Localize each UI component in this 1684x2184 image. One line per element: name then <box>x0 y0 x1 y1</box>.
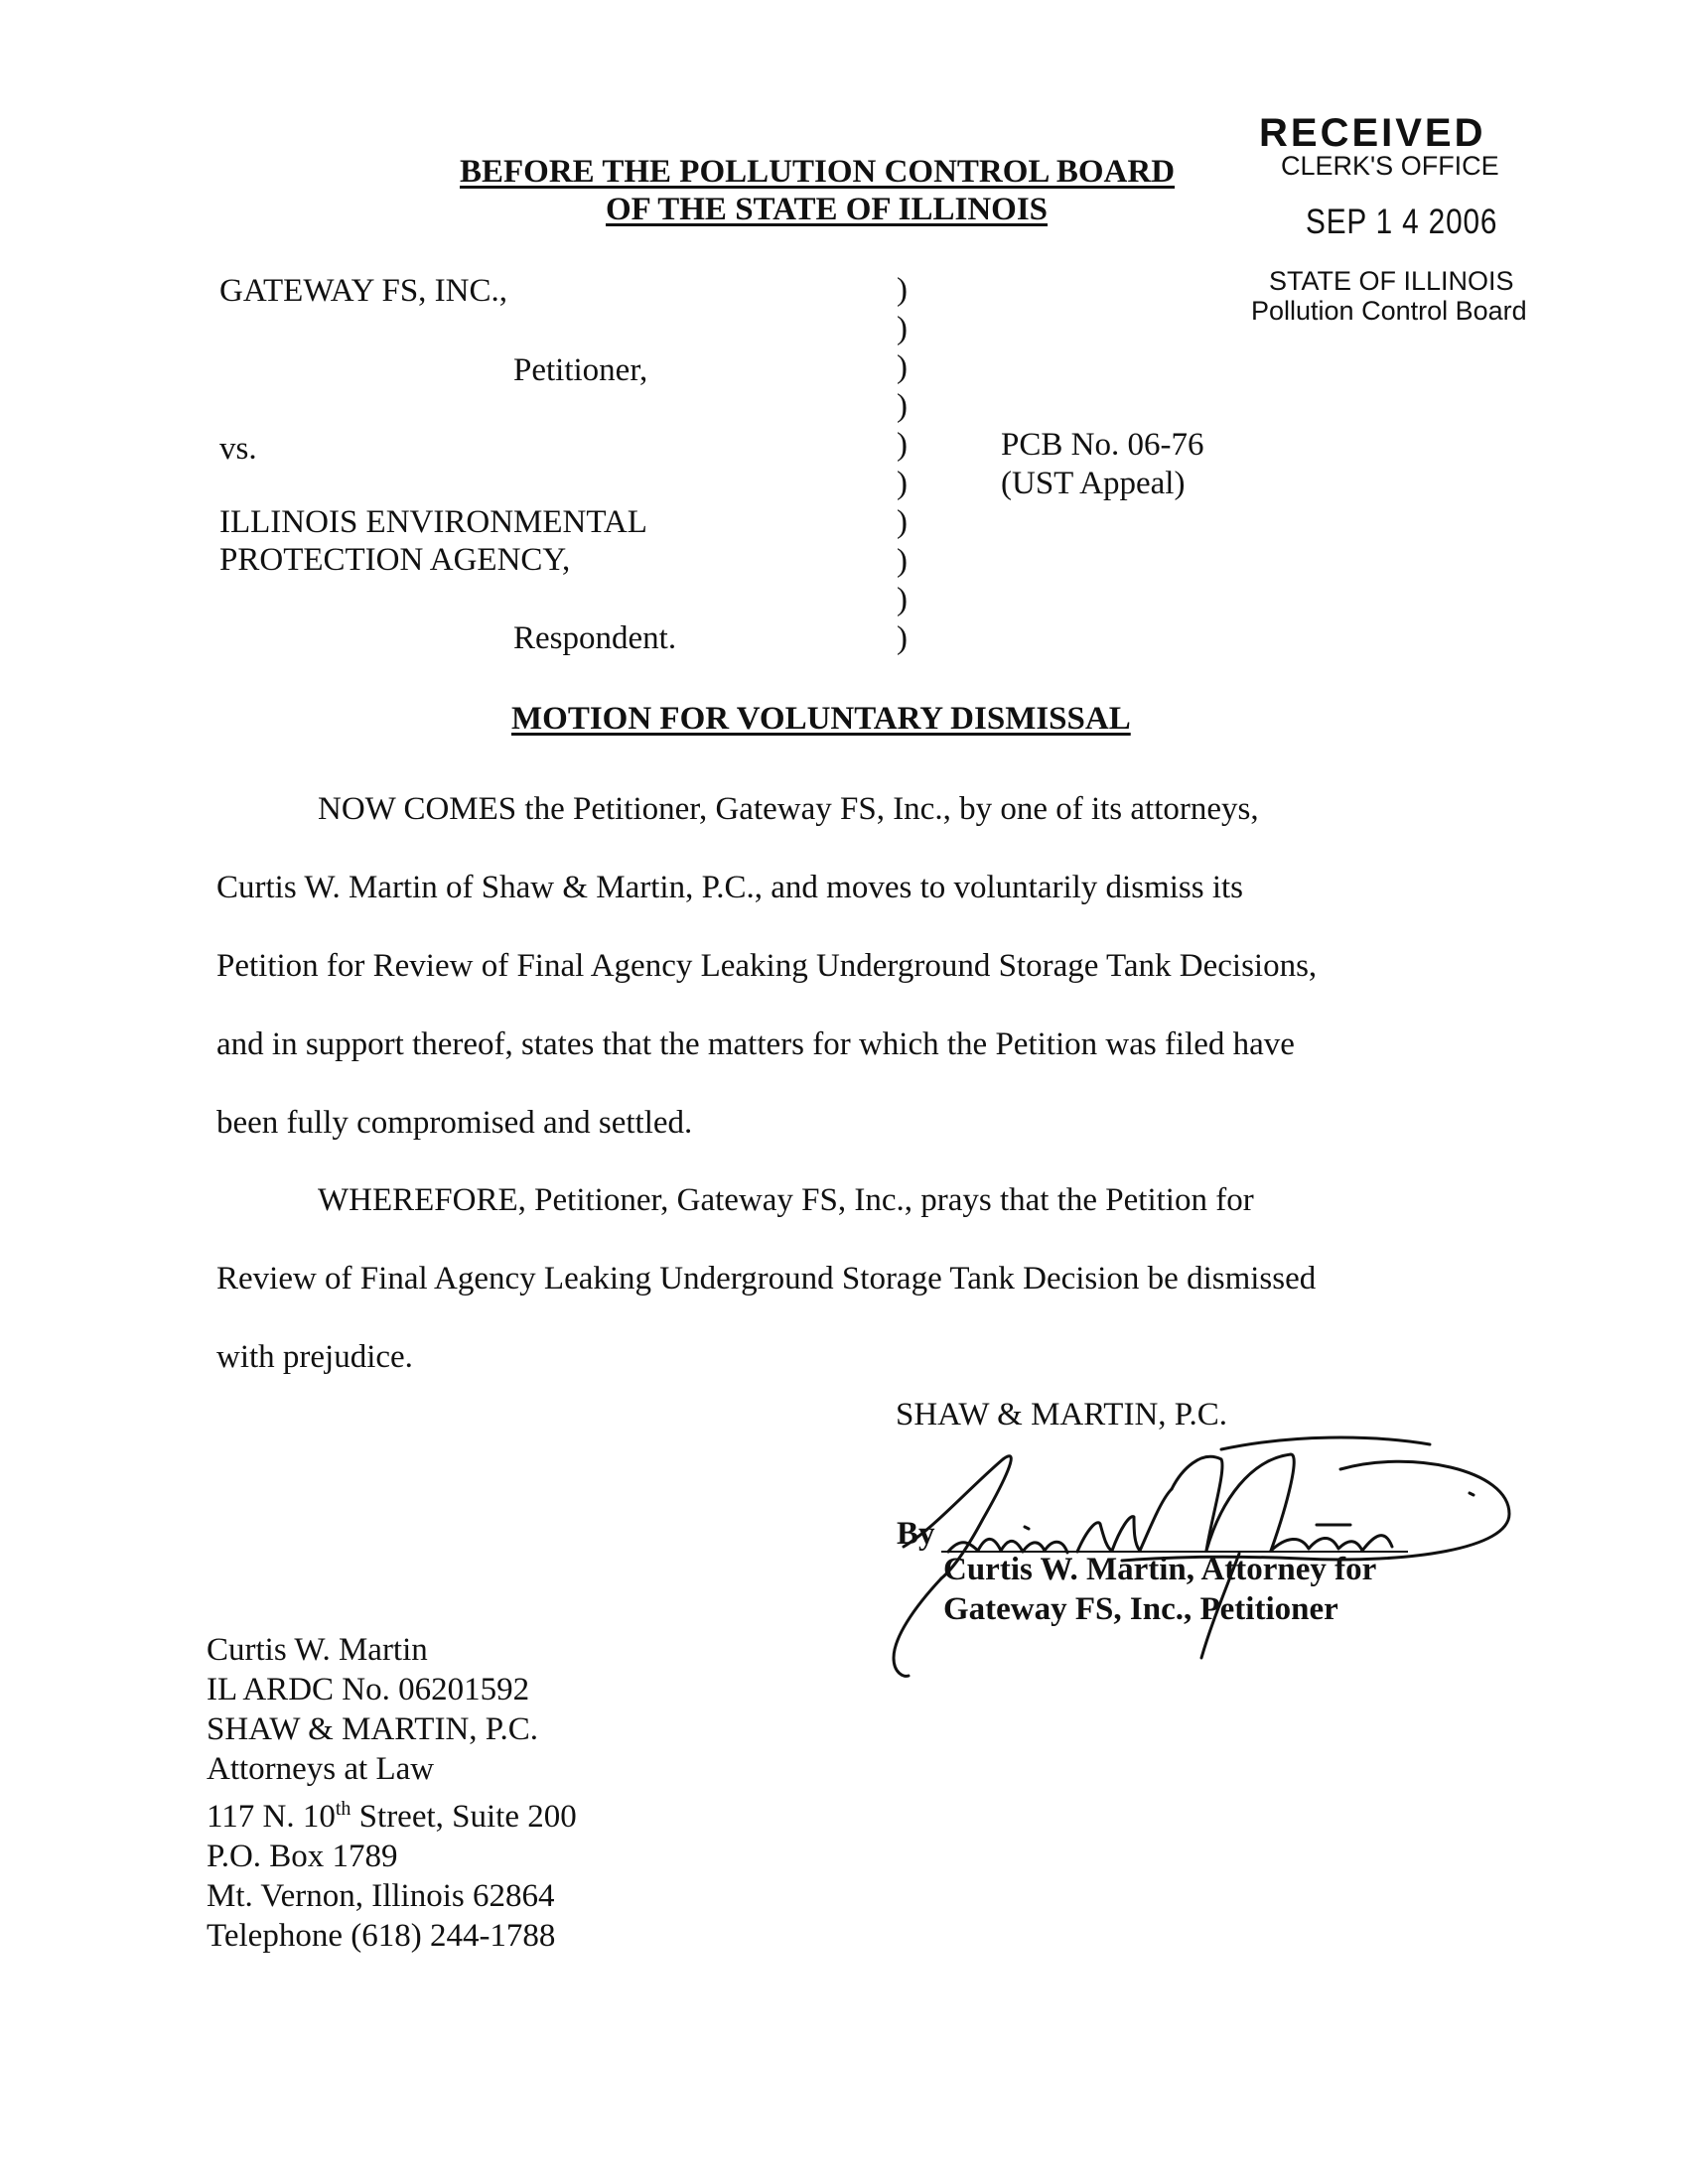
address-name: Curtis W. Martin <box>207 1632 428 1668</box>
paragraph-1-line: NOW COMES the Petitioner, Gateway FS, Inc., by one of its attorneys, <box>318 791 1259 827</box>
heading-line-1: BEFORE THE POLLUTION CONTROL BOARD <box>460 154 1176 190</box>
respondent-role: Respondent. <box>513 620 677 656</box>
caption-bracket: ) <box>897 620 908 656</box>
paragraph-2 <box>216 1161 1497 1397</box>
stamp-board: Pollution Control Board <box>1251 296 1527 326</box>
versus-label: vs. <box>219 431 257 467</box>
petitioner-role: Petitioner, <box>513 352 648 388</box>
heading-line-2: OF THE STATE OF ILLINOIS <box>606 192 1049 227</box>
stamp-date: SEP 1 4 2006 <box>1306 203 1498 241</box>
caption-bracket: ) <box>897 466 908 501</box>
caption-bracket: ) <box>897 272 908 308</box>
paragraph-2-line: Review of Final Agency Leaking Underground Storage Tank Decision be dismissed <box>216 1261 1317 1297</box>
attorney-address-block <box>207 1630 577 1956</box>
address-city: Mt. Vernon, Illinois 62864 <box>207 1878 555 1914</box>
paragraph-1-line: been fully compromised and settled. <box>216 1105 693 1141</box>
address-pobox: P.O. Box 1789 <box>207 1839 398 1874</box>
address-phone: Telephone (618) 244-1788 <box>207 1918 556 1954</box>
handwritten-signature-icon <box>874 1430 1519 1707</box>
case-type: (UST Appeal) <box>1001 466 1186 501</box>
address-ardc: IL ARDC No. 06201592 <box>207 1672 530 1707</box>
address-firm: SHAW & MARTIN, P.C. <box>207 1711 538 1747</box>
stamp-received: RECEIVED <box>1259 111 1486 155</box>
motion-title: MOTION FOR VOLUNTARY DISMISSAL <box>511 701 1131 737</box>
caption-bracket: ) <box>897 582 908 617</box>
caption-bracket: ) <box>897 388 908 424</box>
address-street-ordinal: th <box>335 1798 351 1820</box>
signer-client: Gateway FS, Inc., Petitioner <box>943 1591 1338 1627</box>
stamp-state: STATE OF ILLINOIS <box>1269 266 1514 296</box>
respondent-name-line-1: ILLINOIS ENVIRONMENTAL <box>219 504 647 540</box>
signer-name: Curtis W. Martin, Attorney for <box>943 1552 1377 1587</box>
paragraph-2-line: with prejudice. <box>216 1339 413 1375</box>
paragraph-1-line: Curtis W. Martin of Shaw & Martin, P.C., and moves to voluntarily dismiss its <box>216 870 1244 905</box>
respondent-name-line-2: PROTECTION AGENCY, <box>219 542 571 578</box>
paragraph-1-line: and in support thereof, states that the matters for which the Petition was filed have <box>216 1026 1295 1062</box>
caption-bracket: ) <box>897 311 908 346</box>
signature-by-label: By <box>897 1516 935 1552</box>
address-title: Attorneys at Law <box>207 1751 435 1787</box>
caption-bracket: ) <box>897 349 908 385</box>
caption-bracket: ) <box>897 504 908 540</box>
case-number: PCB No. 06-76 <box>1001 427 1204 463</box>
signature-firm: SHAW & MARTIN, P.C. <box>896 1397 1227 1433</box>
address-street-rest: Street, Suite 200 <box>351 1799 577 1835</box>
paragraph-1-line: Petition for Review of Final Agency Leaking Underground Storage Tank Decisions, <box>216 948 1318 984</box>
address-street-number: 117 N. 10 <box>207 1799 336 1835</box>
stamp-clerks-office: CLERK'S OFFICE <box>1281 151 1499 181</box>
petitioner-name: GATEWAY FS, INC., <box>219 273 508 309</box>
caption-bracket: ) <box>897 543 908 579</box>
paragraph-2-line: WHEREFORE, Petitioner, Gateway FS, Inc., prays that the Petition for <box>318 1182 1254 1218</box>
paragraph-1 <box>216 770 1497 1162</box>
caption-bracket: ) <box>897 427 908 463</box>
address-street <box>207 1789 577 1837</box>
